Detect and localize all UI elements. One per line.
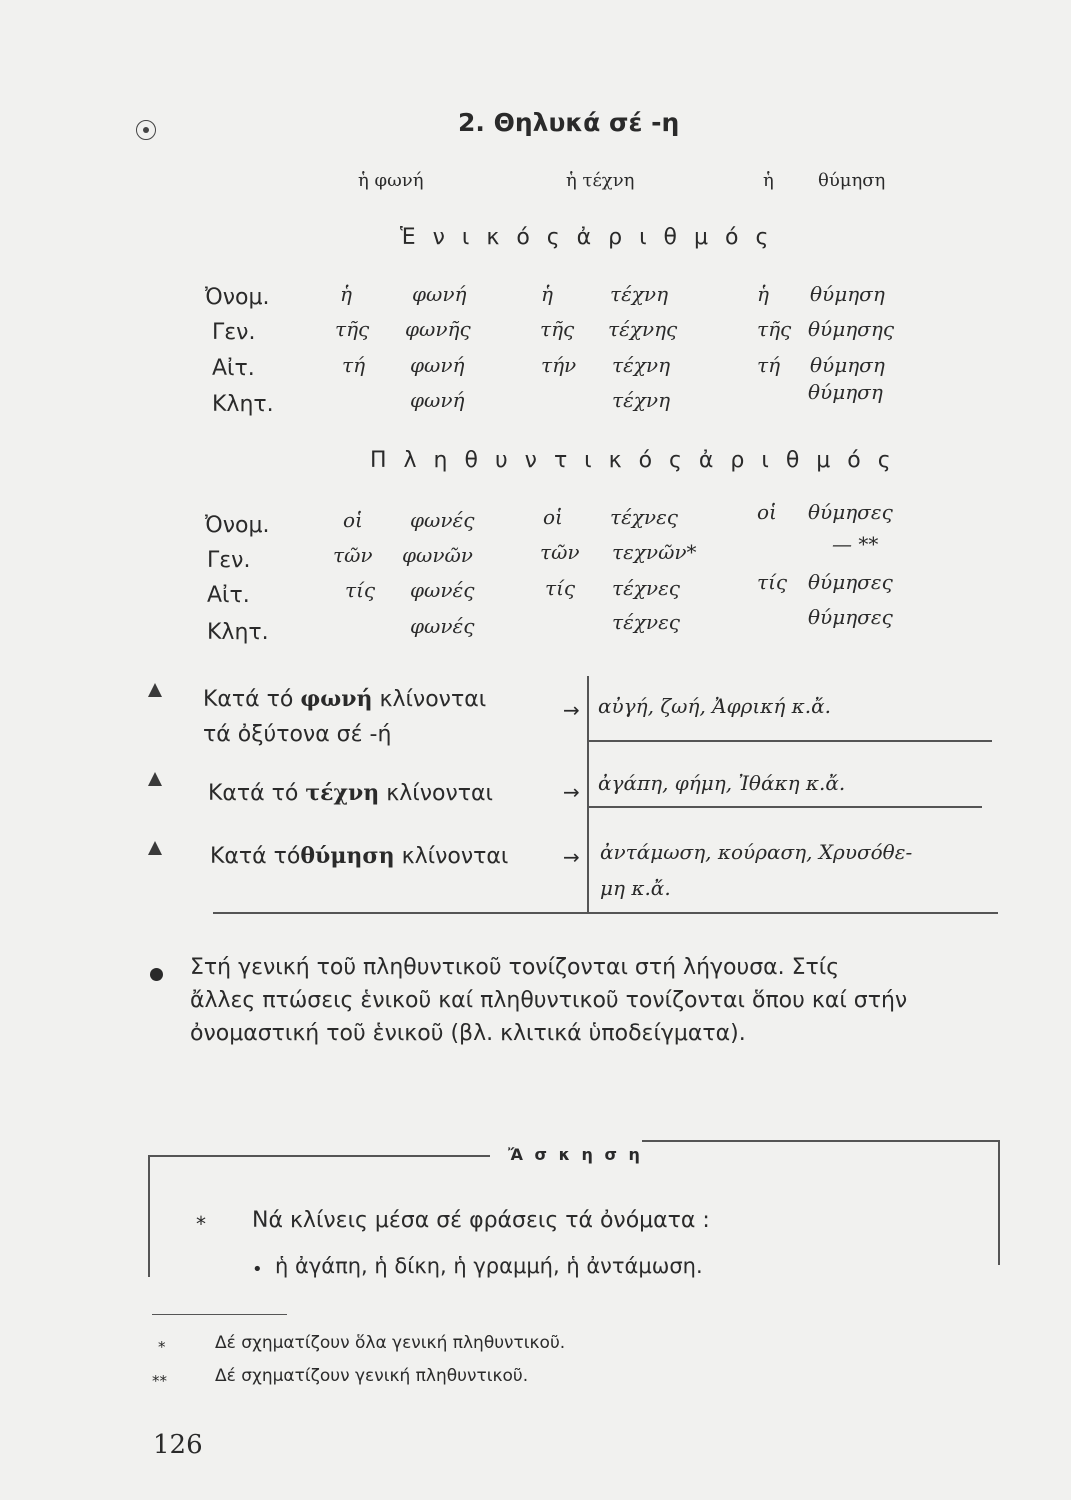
footnote-text: Δέ σχηματίζουν ὅλα γενική πληθυντικοῦ. xyxy=(215,1333,566,1353)
box-top-right xyxy=(642,1140,1000,1142)
rules-bottom-line xyxy=(213,912,998,914)
table-cell: τίς xyxy=(545,576,576,600)
rule-examples-line2: μη κ.ἄ. xyxy=(600,876,671,900)
exercise-title: Ἄ σ κ η σ η xyxy=(508,1145,643,1164)
exercise-star: * xyxy=(196,1212,206,1236)
table-cell: τίς xyxy=(345,578,376,602)
table-cell: τῆς xyxy=(540,317,575,341)
table-cell: φωνή xyxy=(410,388,465,412)
rule-word: θύμηση xyxy=(300,843,395,869)
table-cell: φωνῆς xyxy=(405,317,471,341)
table-cell: τή xyxy=(342,353,366,377)
case-label: Κλητ. xyxy=(212,392,274,417)
table-cell: θύμησες xyxy=(808,500,893,524)
corner-symbol-icon xyxy=(136,120,156,140)
table-cell: τῶν xyxy=(540,540,580,564)
arrow-icon: → xyxy=(563,698,580,722)
table-cell: τέχνες xyxy=(612,576,681,600)
footnote-rule xyxy=(152,1314,287,1315)
table-cell: φωνή xyxy=(410,353,465,377)
table-cell: τεχνῶν* xyxy=(612,540,697,564)
table-cell: τήν xyxy=(541,353,577,377)
table-cell: τῶν xyxy=(333,543,373,567)
case-label: Αἰτ. xyxy=(212,356,255,381)
table-cell: φωνή xyxy=(412,282,467,306)
bullet-icon xyxy=(150,968,163,981)
rule-text: Κατά τόθύμηση κλίνονται xyxy=(210,843,509,869)
table-cell: οἱ xyxy=(343,508,363,532)
table-cell: οἱ xyxy=(757,500,777,524)
head-thymisi: θύμηση xyxy=(818,170,886,191)
table-cell: θύμησες xyxy=(808,570,893,594)
table-cell: φωνῶν xyxy=(402,543,473,567)
exercise-words: ἡ ἀγάπη, ἡ δίκη, ἡ γραμμή, ἡ ἀντάμωση. xyxy=(275,1254,703,1278)
page-number: 126 xyxy=(153,1430,203,1460)
case-label: Γεν. xyxy=(212,320,256,345)
table-cell: τίς xyxy=(757,570,788,594)
head-foni: ἡ φωνή xyxy=(358,170,424,191)
table-cell: τέχνη xyxy=(610,282,669,306)
note-line: ἄλλες πτώσεις ἑνικοῦ καί πληθυντικοῦ τονίζονται ὅπου καί στήν xyxy=(190,988,908,1013)
table-cell: θύμηση xyxy=(810,282,885,306)
rule-examples: ἀντάμωση, κούραση, Χρυσόθε- xyxy=(600,840,913,864)
table-cell: τέχνες xyxy=(612,610,681,634)
rules-divider-vertical xyxy=(587,676,589,912)
triangle-icon xyxy=(148,772,162,786)
table-cell: ἡ xyxy=(757,282,769,306)
box-left xyxy=(148,1155,150,1277)
rule-examples: αὐγή, ζωή, Ἀφρική κ.ἄ. xyxy=(598,694,831,718)
table-cell: ἡ xyxy=(541,282,553,306)
rule-word: τέχνη xyxy=(305,780,380,806)
arrow-icon: → xyxy=(563,780,580,804)
head-article: ἡ xyxy=(763,170,774,191)
case-label: Αἰτ. xyxy=(207,583,250,608)
case-label: Κλητ. xyxy=(207,620,269,645)
case-label: Ὀνομ. xyxy=(205,285,270,310)
table-cell: φωνές xyxy=(410,614,475,638)
table-cell: οἱ xyxy=(543,505,563,529)
rule-word: φωνή xyxy=(300,686,373,712)
rule-text: Κατά τό τέχνη κλίνονται xyxy=(208,780,493,806)
note-line: ὀνομαστική τοῦ ἑνικοῦ (βλ. κλιτικά ὑποδείγματα). xyxy=(190,1021,746,1046)
rules-divider-2 xyxy=(587,806,982,808)
triangle-icon xyxy=(148,841,162,855)
rule-text: Κατά τό φωνή κλίνονται xyxy=(203,686,487,712)
table-cell: — ** xyxy=(832,532,879,556)
table-cell: τέχνη xyxy=(612,353,671,377)
triangle-icon xyxy=(148,683,162,697)
note-line: Στή γενική τοῦ πληθυντικοῦ τονίζονται στή λήγουσα. Στίς xyxy=(190,955,840,980)
table-cell: φωνές xyxy=(410,508,475,532)
table-cell: φωνές xyxy=(410,578,475,602)
box-right xyxy=(998,1140,1000,1265)
table-cell: τή xyxy=(757,353,781,377)
rule-text-line2: τά ὀξύτονα σέ -ή xyxy=(203,722,392,747)
box-top-left xyxy=(148,1155,490,1157)
table-cell: θύμησες xyxy=(808,605,893,629)
case-label: Ὀνομ. xyxy=(205,513,270,538)
rule-examples: ἀγάπη, φήμη, Ἰθάκη κ.ἄ. xyxy=(598,771,846,795)
table-cell: θύμηση xyxy=(808,380,883,404)
footnote-text: Δέ σχηματίζουν γενική πληθυντικοῦ. xyxy=(215,1366,529,1386)
arrow-icon: → xyxy=(563,845,580,869)
table-cell: ἡ xyxy=(340,282,352,306)
table-cell: τῆς xyxy=(335,317,370,341)
plural-label: Π λ η θ υ ν τ ι κ ό ς ἀ ρ ι θ μ ό ς xyxy=(370,448,896,473)
exercise-instruction: Νά κλίνεις μέσα σέ φράσεις τά ὀνόματα : xyxy=(252,1208,710,1233)
footnote-mark: * xyxy=(158,1338,166,1356)
exercise-bullet: • xyxy=(252,1259,263,1280)
rules-divider-1 xyxy=(587,740,992,742)
footnote-mark: ** xyxy=(152,1372,167,1390)
table-cell: θύμηση xyxy=(810,353,885,377)
table-cell: τέχνη xyxy=(612,388,671,412)
table-cell: θύμησης xyxy=(808,317,895,341)
page-title: 2. Θηλυκά σέ -η xyxy=(458,108,680,137)
head-techni: ἡ τέχνη xyxy=(566,170,635,191)
case-label: Γεν. xyxy=(207,548,251,573)
table-cell: τέχνης xyxy=(608,317,678,341)
table-cell: τῆς xyxy=(757,317,792,341)
singular-label: Ἑ ν ι κ ό ς ἀ ρ ι θ μ ό ς xyxy=(400,225,774,250)
table-cell: τέχνες xyxy=(610,505,679,529)
